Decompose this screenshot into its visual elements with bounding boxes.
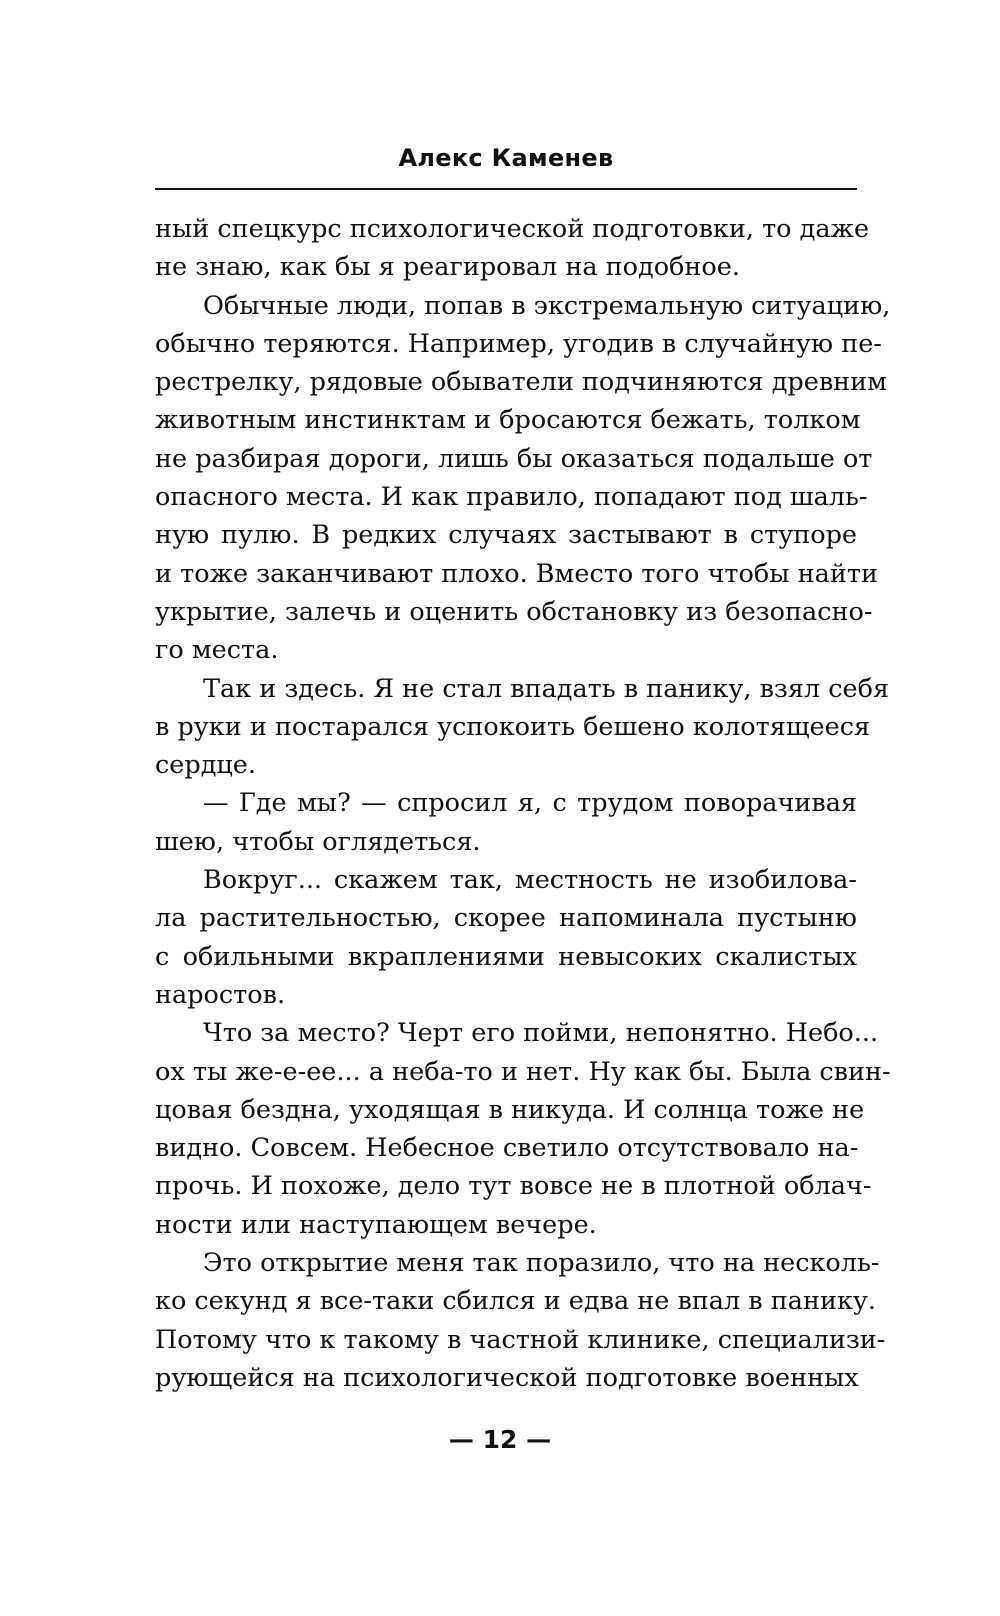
text-line: ности или наступающем вечере. xyxy=(155,1209,597,1240)
text-line: Обычные люди, попав в экстремальную ситуацию, xyxy=(203,290,891,321)
text-line: опасного места. И как правило, попадают под шаль- xyxy=(155,482,868,513)
body-text xyxy=(155,210,891,1397)
text-line: го места. xyxy=(155,635,279,666)
page-number: — 12 — xyxy=(448,1425,552,1454)
paragraph xyxy=(155,287,891,670)
text-line: обычно теряются. Например, угодив в случайную пе- xyxy=(155,328,882,359)
paragraph xyxy=(155,784,857,861)
text-line: Это открытие меня так поразило, что на несколь- xyxy=(203,1248,880,1279)
text-line: рующейся на психологической подготовке военных xyxy=(155,1362,859,1393)
text-line: ла растительностью, скорее напоминала пустыню xyxy=(155,903,857,934)
text-line: наростов. xyxy=(155,979,286,1010)
text-line: ко секунд я все-таки сбился и едва не впал в панику. xyxy=(155,1286,877,1317)
text-line: Вокруг... скажем так, местность не изобилова- xyxy=(203,865,857,896)
text-line: — Где мы? — спросил я, с трудом поворачивая xyxy=(203,788,857,819)
author-name: Алекс Каменев xyxy=(398,144,614,172)
paragraph xyxy=(155,210,870,287)
text-line: Что за место? Черт его пойми, непонятно. Небо... xyxy=(203,1018,879,1049)
text-line: прочь. И похоже, дело тут вовсе не в плотной облач- xyxy=(155,1171,872,1202)
text-line: цовая бездна, уходящая в никуда. И солнца тоже не xyxy=(155,1094,865,1125)
text-line: ный спецкурс психологической подготовки, то даже xyxy=(155,214,870,244)
text-line: с обильными вкраплениями невысоких скалистых xyxy=(155,941,857,972)
running-header xyxy=(155,136,857,190)
text-line: рестрелку, рядовые обыватели подчиняются древним xyxy=(155,367,888,398)
text-line: ную пулю. В редких случаях застывают в ступоре xyxy=(155,520,857,551)
text-line: видно. Совсем. Небесное светило отсутствовало на- xyxy=(155,1133,859,1164)
text-line: шею, чтобы оглядеться. xyxy=(155,826,481,857)
paragraph xyxy=(155,1014,891,1244)
paragraph xyxy=(155,861,857,1014)
text-line: не разбирая дороги, лишь бы оказаться подальше от xyxy=(155,443,873,474)
text-line: ох ты же-е-ее... а неба-то и нет. Ну как бы. Была свин- xyxy=(155,1056,891,1087)
text-line: укрытие, залечь и оценить обстановку из безопасно- xyxy=(155,596,873,627)
text-line: Так и здесь. Я не стал впадать в панику, взял себя xyxy=(203,673,890,704)
text-line: сердце. xyxy=(155,750,256,781)
paragraph xyxy=(155,1244,886,1397)
text-line: животным инстинктам и бросаются бежать, толком xyxy=(155,405,861,436)
paragraph xyxy=(155,670,890,785)
text-line: в руки и постарался успокоить бешено колотящееся xyxy=(155,711,871,742)
text-line: и тоже заканчивают плохо. Вместо того чтобы найти xyxy=(155,558,878,589)
text-line: не знаю, как бы я реагировал на подобное. xyxy=(155,252,740,283)
text-line: Потому что к такому в частной клинике, специализи- xyxy=(155,1324,886,1355)
